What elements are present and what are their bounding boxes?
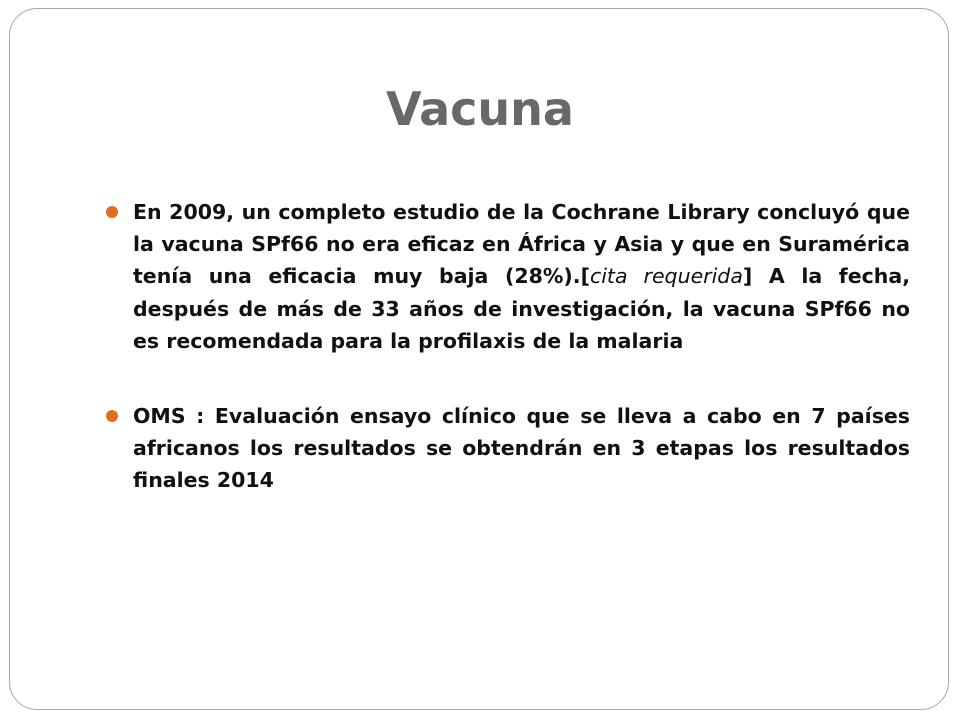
bullet-dot-icon (106, 206, 118, 218)
bullet-item-oms-trial (100, 400, 910, 497)
bullet-text: OMS : Evaluación ensayo clínico que se lleva a cabo en 7 países africanos los resultados se obtendrán en 3 etapas los resultados finales 2014 (133, 404, 910, 493)
bullet-list (100, 196, 910, 497)
bullet-dot-icon (106, 410, 118, 422)
slide-title: Vacuna (386, 82, 574, 136)
bullet-text-part: ] A la fecha, después de más de 33 años de investigación, la vacuna SPf66 no es recomendada para la profilaxis de la malaria (133, 264, 910, 353)
citation-needed-text: cita requerida (589, 264, 743, 289)
bullet-text-part: En 2009, un completo estudio de la Cochrane Library concluyó que la vacuna SPf66 no era eficaz en África y Asia y que en Suramérica tenía una eficacia muy baja (28%).[ (133, 200, 910, 289)
bullet-item-spf66-study (100, 196, 910, 357)
